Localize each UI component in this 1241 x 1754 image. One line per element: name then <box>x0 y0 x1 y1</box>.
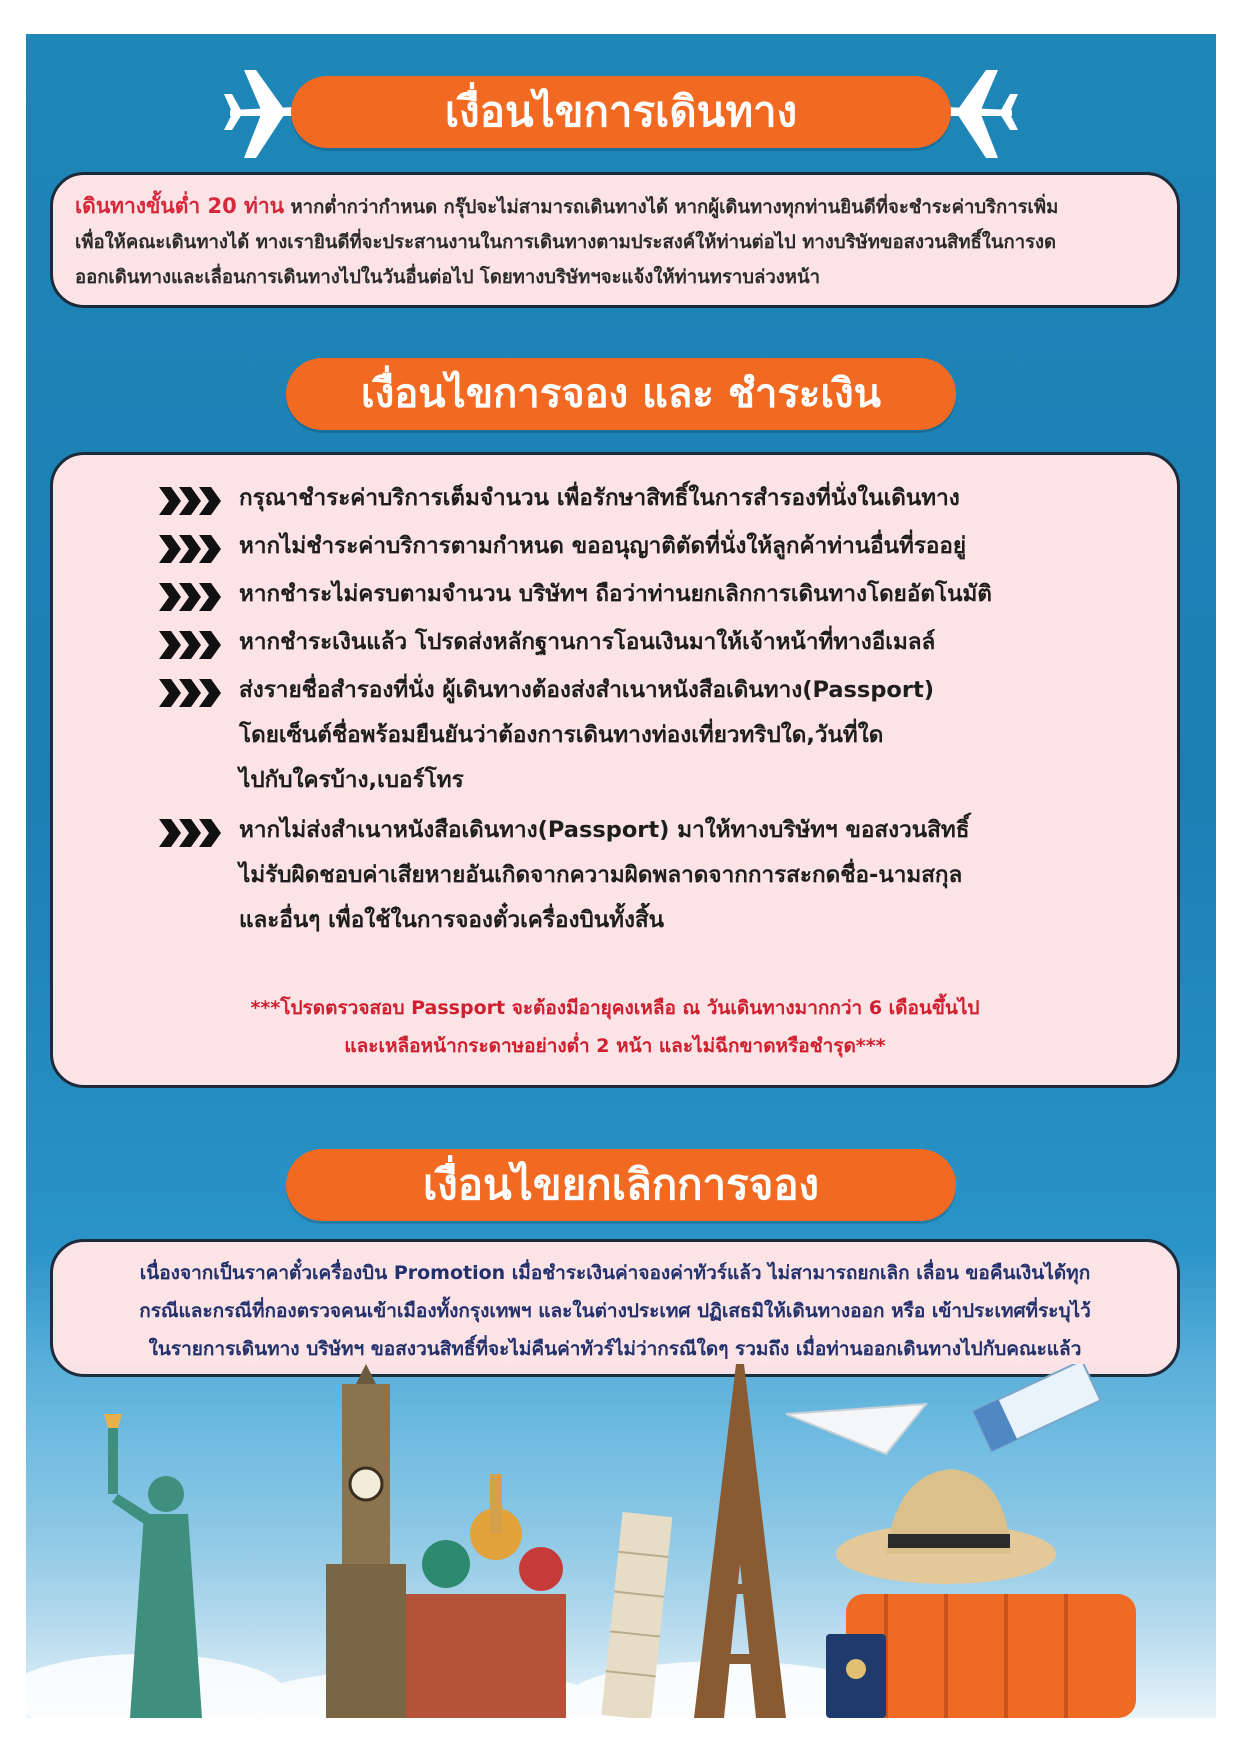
rule-line: หากไม่ชำระค่าบริการตามกำหนด ขออนุญาติตัดที่นั่งให้ลูกค้าท่านอื่นที่รออยู่ <box>239 533 967 559</box>
rule-text <box>239 668 1099 803</box>
triple-chevron-icon <box>159 679 225 707</box>
triple-chevron-icon <box>159 535 225 563</box>
passport-icon <box>826 1634 886 1718</box>
rule-line: และอื่นๆ เพื่อใช้ในการจองตั๋วเครื่องบินทั้งสิ้น <box>239 907 665 933</box>
cancellation-box <box>50 1239 1180 1377</box>
cancellation-line: ในรายการเดินทาง บริษัทฯ ขอสงวนสิทธิ์ที่จะไม่คืนค่าทัวร์ไม่ว่ากรณีใดๆ รวมถึง เมื่อท่านออกเดินทางไปกับคณะแล้ว <box>148 1338 1082 1360</box>
cancellation-line: เนื่องจากเป็นราคาตั๋วเครื่องบิน Promotion เมื่อชำระเงินค่าจองค่าทัวร์แล้ว ไม่สามารถยกเลิก เลื่อน ขอคืนเงินได้ทุก <box>139 1262 1091 1284</box>
rule-line: ไม่รับผิดชอบค่าเสียหายอันเกิดจากความผิดพลาดจากการสะกดชื่อ-นามสกุล <box>239 862 963 888</box>
rule-line: โดยเซ็นต์ชื่อพร้อมยืนยันว่าต้องการเดินทางท่องเที่ยวทริปใด,วันที่ใด <box>239 722 884 748</box>
rule-text <box>239 524 1099 569</box>
rule-text <box>239 620 1099 665</box>
triple-chevron-icon <box>159 487 225 515</box>
suitcase-icon <box>846 1594 1136 1718</box>
section-title-travel-conditions: เงื่อนไขการเดินทาง <box>291 76 951 148</box>
rule-text <box>239 476 1099 521</box>
rule-line: ไปกับใครบ้าง,เบอร์โทร <box>239 767 464 793</box>
rule-text <box>239 808 1099 943</box>
passport-note-line: และเหลือหน้ากระดาษอย่างต่ำ 2 หน้า และไม่ฉีกขาดหรือชำรุด*** <box>344 1035 886 1057</box>
rule-line: หากชำระเงินแล้ว โปรดส่งหลักฐานการโอนเงินมาให้เจ้าหน้าที่ทางอีเมลล์ <box>239 629 936 655</box>
poster <box>26 34 1216 1718</box>
rule-line: หากไม่ส่งสำเนาหนังสือเดินทาง(Passport) มาให้ทางบริษัทฯ ขอสงวนสิทธิ์ <box>239 817 970 843</box>
travel-conditions-line: เพื่อให้คณะเดินทางได้ ทางเรายินดีที่จะประสานงานในการเดินทางตามประสงค์ให้ท่านต่อไป ทางบริษัทขอสงวนสิทธิ์ในการงด <box>75 232 1057 253</box>
rule-line: กรุณาชำระค่าบริการเต็มจำนวน เพื่อรักษาสิทธิ์ในการสำรองที่นั่งในเดินทาง <box>239 485 960 511</box>
section-title-booking-payment: เงื่อนไขการจอง และ ชำระเงิน <box>286 358 956 430</box>
travel-conditions-line: ออกเดินทางและเลื่อนการเดินทางไปในวันอื่นต่อไป โดยทางบริษัทฯจะแจ้งให้ท่านทราบล่วงหน้า <box>75 267 821 288</box>
minimum-travelers-highlight: เดินทางขั้นต่ำ 20 ท่าน <box>75 194 285 218</box>
triple-chevron-icon <box>159 631 225 659</box>
rule-text <box>239 572 1099 617</box>
passport-note-line: ***โปรดตรวจสอบ Passport จะต้องมีอายุคงเหลือ ณ วันเดินทางมากกว่า 6 เดือนขึ้นไป <box>250 997 980 1019</box>
rule-line: ส่งรายชื่อสำรองที่นั่ง ผู้เดินทางต้องส่งสำเนาหนังสือเดินทาง(Passport) <box>239 677 935 703</box>
rule-line: หากชำระไม่ครบตามจำนวน บริษัทฯ ถือว่าท่านยกเลิกการเดินทางโดยอัตโนมัติ <box>239 581 992 607</box>
section-title-cancellation: เงื่อนไขยกเลิกการจอง <box>286 1149 956 1221</box>
booking-payment-box <box>50 452 1180 1088</box>
triple-chevron-icon <box>159 819 225 847</box>
travel-conditions-line <box>75 189 1155 225</box>
travel-conditions-box <box>50 172 1180 308</box>
travel-landmarks-illustration <box>26 1364 1216 1718</box>
cancellation-line: กรณีและกรณีที่กองตรวจคนเข้าเมืองทั้งกรุงเทพฯ และในต่างประเทศ ปฏิเสธมิให้เดินทางออก หรือ เข้าประเทศที่ระบุไว้ <box>139 1300 1091 1322</box>
travel-conditions-text: หากต่ำกว่ากำหนด กรุ๊ปจะไม่สามารถเดินทางได้ หากผู้เดินทางทุกท่านยินดีที่จะชำระค่าบริการเพิ่ม <box>284 197 1059 218</box>
triple-chevron-icon <box>159 583 225 611</box>
